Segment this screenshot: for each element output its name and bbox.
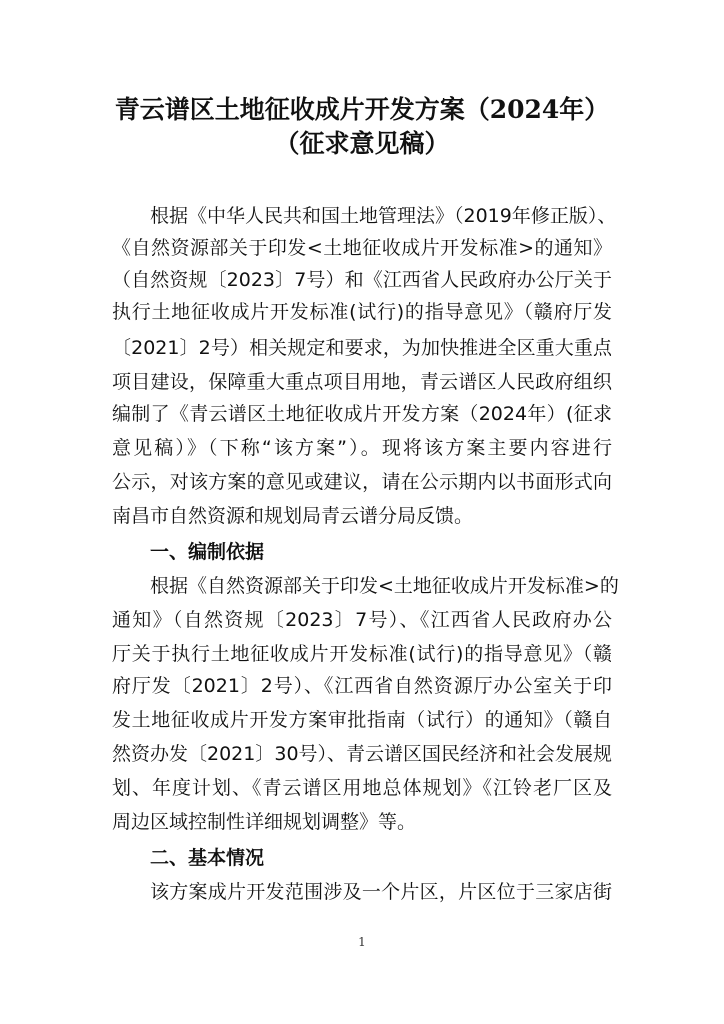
intro-line: 〔2021〕2号）相关规定和要求，为加快推进全区重大重点 (112, 337, 612, 359)
intro-line: 公示，对该方案的意见或建议，请在公示期内以书面形式向 (112, 471, 612, 493)
page-number: 1 (358, 935, 366, 949)
intro-line: 《自然资源部关于印发<土地征收成片开发标准>的通知》 (112, 237, 612, 259)
intro-line: （自然资规〔2023〕7号）和《江西省人民政府办公厅关于 (112, 269, 612, 291)
intro-line: 项目建设，保障重大重点项目用地，青云谱区人民政府组织 (112, 371, 612, 393)
section1-line: 厅关于执行土地征收成片开发标准(试行)的指导意见》（赣 (112, 643, 612, 665)
document-title: 青云谱区土地征收成片开发方案（2024年） (114, 95, 610, 124)
section1-line: 府厅发〔2021〕2号）、《江西省自然资源厅办公室关于印 (112, 675, 612, 697)
intro-line: 根据《中华人民共和国土地管理法》（2019年修正版）、 (150, 205, 617, 227)
intro-line: 执行土地征收成片开发标准(试行)的指导意见》（赣府厅发 (112, 301, 612, 323)
section-heading-overview: 二、基本情况 (150, 847, 265, 869)
section2-line: 该方案成片开发范围涉及一个片区，片区位于三家店街 (150, 881, 612, 903)
document-subtitle: （征求意见稿） (274, 129, 450, 158)
section1-line: 通知》（自然资规〔2023〕7号）、《江西省人民政府办公 (112, 609, 612, 631)
section1-line: 根据《自然资源部关于印发<土地征收成片开发标准>的 (150, 575, 619, 597)
section-heading-basis: 一、编制依据 (150, 541, 265, 563)
section1-line: 周边区域控制性详细规划调整》等。 (112, 811, 417, 833)
section1-line: 发土地征收成片开发方案审批指南（试行）的通知》（赣自 (112, 709, 612, 731)
section1-line: 划、年度计划、《青云谱区用地总体规划》《江铃老厂区及 (112, 777, 612, 799)
intro-line: 意见稿）》（下称“该方案”）。现将该方案主要内容进行 (112, 437, 612, 459)
intro-line: 编制了《青云谱区土地征收成片开发方案（2024年）(征求 (112, 403, 612, 425)
section1-line: 然资办发〔2021〕30号）、青云谱区国民经济和社会发展规 (112, 743, 613, 765)
intro-line: 南昌市自然资源和规划局青云谱分局反馈。 (112, 505, 474, 527)
